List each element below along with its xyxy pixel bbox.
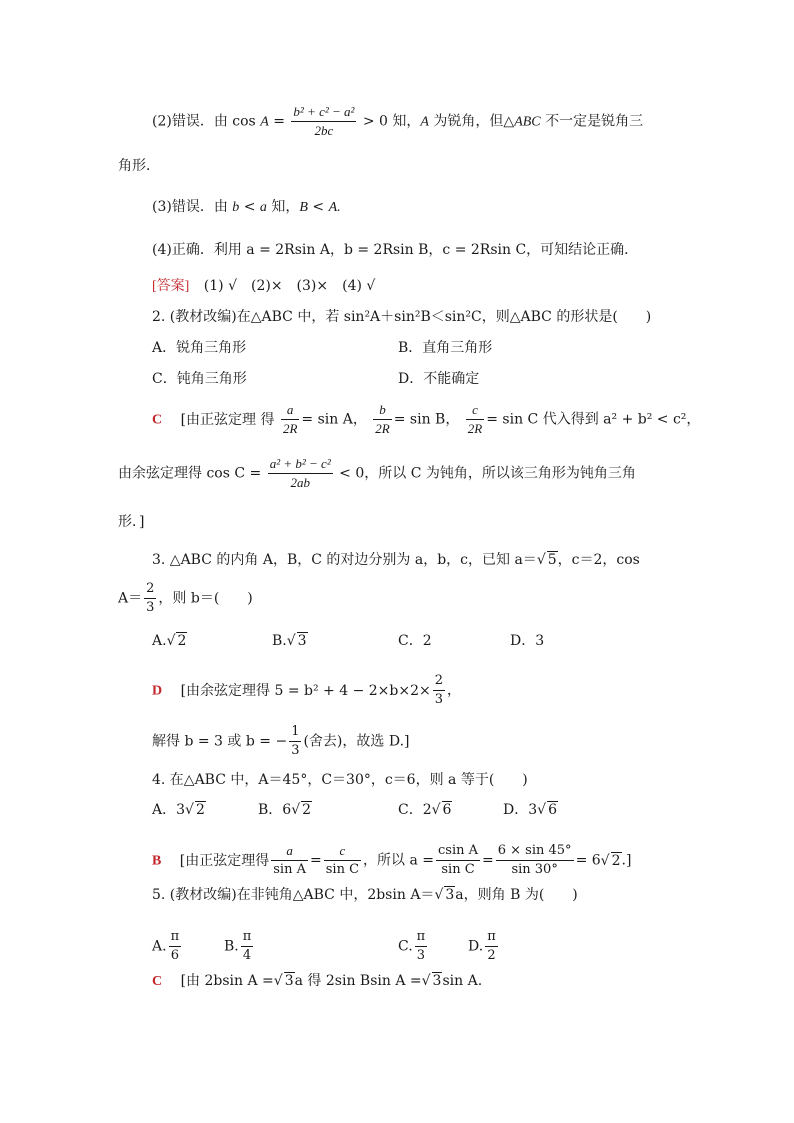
denominator: 2R bbox=[467, 421, 483, 436]
answer-tag: [答案] bbox=[152, 279, 190, 294]
q5-option-c bbox=[398, 928, 429, 965]
denominator: sin 30° bbox=[511, 862, 558, 877]
text: D．3 bbox=[503, 802, 538, 818]
denominator: 3 bbox=[291, 743, 300, 758]
q2-solution-line2 bbox=[118, 455, 636, 492]
text: a，则角 B 为( ) bbox=[455, 887, 578, 903]
text: [由正弦定理 得 bbox=[180, 411, 275, 428]
sqrt-symbol: √ bbox=[431, 802, 441, 818]
denominator: 3 bbox=[416, 948, 426, 963]
text: (2)错误．由 cos bbox=[152, 113, 256, 130]
denominator: 2 bbox=[487, 948, 496, 963]
text: > 0 知， bbox=[358, 113, 421, 130]
numerator: π bbox=[169, 928, 182, 947]
text: A＝ bbox=[118, 590, 143, 607]
text: < bbox=[239, 199, 260, 215]
q4-answer-letter: B bbox=[152, 853, 162, 869]
q2-option-b: B．直角三角形 bbox=[398, 340, 493, 356]
fraction bbox=[241, 928, 254, 965]
var: A bbox=[260, 114, 269, 130]
denominator: 2R bbox=[375, 421, 390, 436]
q3-stem bbox=[152, 550, 640, 570]
q3-solution-line1 bbox=[152, 672, 461, 709]
q3-solution-line2 bbox=[152, 723, 409, 760]
numerator: c bbox=[324, 842, 361, 861]
text: D. bbox=[468, 938, 484, 955]
denominator: 2bc bbox=[314, 123, 334, 138]
text: A．3 bbox=[152, 802, 186, 818]
q4-stem: 4. 在△ABC 中，A＝45°，C＝30°，c＝6，则 a 等于( ) bbox=[152, 772, 528, 788]
text: ，则 b＝( ) bbox=[158, 590, 253, 607]
q2-option-a: A．锐角三角形 bbox=[152, 340, 247, 356]
q2-stem: 2. (教材改编)在△ABC 中，若 sin²A＋sin²B＜sin²C，则△ABC 的形状是( ) bbox=[152, 309, 652, 325]
text: .] bbox=[621, 852, 632, 869]
text: ，所以 a = bbox=[363, 852, 434, 869]
answer-line-q1 bbox=[152, 276, 375, 297]
q4-solution bbox=[152, 842, 631, 879]
q3-answer-letter: D bbox=[152, 683, 163, 699]
text: A. bbox=[152, 938, 167, 955]
radicand: 6 bbox=[548, 802, 557, 818]
var: b bbox=[232, 200, 240, 215]
q4-option-d bbox=[503, 800, 558, 820]
text: ， bbox=[447, 682, 462, 699]
denominator: 2R bbox=[282, 421, 298, 436]
numerator: 1 bbox=[289, 723, 301, 742]
q3-option-d: D．3 bbox=[510, 633, 545, 649]
radicand: 5 bbox=[547, 552, 557, 568]
q5-answer-letter: C bbox=[152, 974, 163, 989]
line-q1-2 bbox=[152, 103, 643, 140]
sqrt-symbol: √ bbox=[536, 552, 546, 568]
answer-values: (1) √ (2)× (3)× (4) √ bbox=[203, 278, 376, 294]
sqrt-symbol: √ bbox=[185, 802, 194, 818]
text: 不一定是锐角三 bbox=[540, 113, 644, 130]
q3-option-a bbox=[152, 631, 187, 651]
text: = bbox=[268, 113, 290, 130]
numerator: 6 × sin 45° bbox=[496, 842, 574, 861]
numerator: π bbox=[485, 928, 498, 947]
q2-answer-letter: C bbox=[152, 412, 163, 428]
numerator: 2 bbox=[144, 580, 156, 599]
numerator: a bbox=[271, 842, 308, 861]
text: (3)错误．由 bbox=[152, 199, 233, 215]
numerator: π bbox=[415, 928, 428, 947]
radicand: 2 bbox=[195, 802, 205, 818]
text: 5. (教材改编)在非钝角△ABC 中，2bsin A＝ bbox=[152, 887, 435, 903]
text: 由余弦定理得 cos C = bbox=[118, 465, 262, 482]
text: [由 2bsin A = bbox=[180, 973, 274, 989]
line-q1-2-cont: 角形． bbox=[118, 158, 160, 174]
text: 知， bbox=[266, 199, 300, 215]
numerator: a² + b² − c² bbox=[268, 455, 333, 474]
text: B. bbox=[272, 633, 287, 649]
text: ，c＝2，cos bbox=[557, 552, 640, 568]
numerator: b² + c² − a² bbox=[291, 103, 356, 122]
numerator: π bbox=[241, 928, 254, 947]
var: A bbox=[420, 114, 429, 130]
q5-option-b bbox=[224, 928, 255, 965]
q4-option-a bbox=[152, 800, 206, 820]
fraction bbox=[169, 928, 182, 965]
fraction bbox=[281, 401, 299, 438]
radicand: 6 bbox=[442, 802, 452, 818]
sqrt-symbol: √ bbox=[273, 973, 283, 989]
q2-option-d: D．不能确定 bbox=[398, 371, 480, 387]
sqrt-symbol: √ bbox=[600, 852, 610, 869]
var: a bbox=[259, 200, 267, 215]
denominator: 2ab bbox=[290, 475, 310, 490]
q5-solution bbox=[152, 971, 482, 992]
text: = bbox=[482, 852, 494, 869]
fraction bbox=[496, 842, 574, 879]
fraction bbox=[415, 928, 428, 965]
q2-option-c: C．钝角三角形 bbox=[152, 371, 247, 387]
q3-option-b bbox=[272, 631, 308, 651]
numerator: c bbox=[466, 401, 484, 420]
denominator: sin C bbox=[325, 862, 360, 877]
text: = 6 bbox=[575, 852, 601, 869]
fraction bbox=[485, 928, 498, 965]
radicand: 2 bbox=[302, 802, 312, 818]
q2-solution-line1 bbox=[152, 401, 700, 438]
text: 解得 b = 3 或 b = − bbox=[152, 733, 288, 750]
fraction bbox=[373, 401, 391, 438]
text: 为锐角，但△ bbox=[428, 113, 515, 130]
q5-option-d bbox=[468, 928, 500, 965]
q4-option-c bbox=[398, 800, 452, 820]
text: = sin C 代入得到 a² + b² < c²， bbox=[486, 411, 701, 428]
radicand: 3 bbox=[445, 887, 455, 903]
var: B bbox=[299, 200, 308, 215]
fraction bbox=[436, 842, 480, 879]
q5-stem bbox=[152, 885, 578, 905]
denominator: 6 bbox=[170, 948, 179, 963]
text: (舍去)，故选 D.] bbox=[303, 733, 410, 750]
q3-stem-line2 bbox=[118, 580, 253, 617]
denominator: 3 bbox=[434, 692, 444, 707]
q4-option-b bbox=[258, 800, 312, 820]
text: B．6 bbox=[258, 802, 292, 818]
fraction bbox=[466, 401, 484, 438]
denominator: sin A bbox=[273, 862, 306, 877]
line-q1-3 bbox=[152, 197, 341, 218]
text: C．2 bbox=[398, 802, 432, 818]
denominator: sin C bbox=[441, 862, 475, 877]
radicand: 2 bbox=[611, 852, 621, 869]
text: 3. △ABC 的内角 A，B，C 的对边分别为 a，b，c，已知 a＝ bbox=[152, 552, 537, 568]
sqrt-symbol: √ bbox=[286, 633, 296, 649]
fraction bbox=[144, 580, 156, 617]
text: < 0，所以 C 为钝角，所以该三角形为钝角三角 bbox=[339, 465, 636, 482]
sqrt-symbol: √ bbox=[537, 802, 547, 818]
fraction bbox=[271, 842, 308, 879]
fraction bbox=[433, 672, 445, 709]
fraction bbox=[291, 103, 356, 140]
var: A. bbox=[328, 200, 341, 215]
denominator: 3 bbox=[146, 600, 155, 615]
text: [由余弦定理得 5 = b² + 4 − 2×b×2× bbox=[180, 682, 431, 699]
sqrt-symbol: √ bbox=[421, 973, 431, 989]
fraction bbox=[268, 455, 333, 492]
q3-option-c: C．2 bbox=[398, 633, 432, 649]
fraction bbox=[324, 842, 361, 879]
sqrt-symbol: √ bbox=[166, 633, 176, 649]
text: B. bbox=[224, 938, 239, 955]
var: ABC bbox=[514, 114, 541, 130]
numerator: csin A bbox=[436, 842, 480, 861]
radicand: 3 bbox=[432, 973, 442, 989]
radicand: 3 bbox=[297, 633, 307, 649]
text: C. bbox=[398, 938, 413, 955]
fraction bbox=[289, 723, 301, 760]
text: = sin A， bbox=[301, 411, 367, 428]
sqrt-symbol: √ bbox=[291, 802, 301, 818]
text: = bbox=[310, 852, 322, 869]
text: = sin B， bbox=[393, 411, 460, 428]
denominator: 4 bbox=[242, 948, 252, 963]
numerator: b bbox=[373, 401, 391, 420]
text: < bbox=[307, 199, 329, 215]
text: a 得 2sin Bsin A = bbox=[294, 973, 422, 989]
text: sin A. bbox=[442, 973, 483, 989]
text: A. bbox=[152, 633, 167, 649]
numerator: 2 bbox=[433, 672, 445, 691]
text: [由正弦定理得 bbox=[179, 852, 270, 869]
radicand: 2 bbox=[177, 633, 187, 649]
line-q1-4: (4)正确．利用 a = 2Rsin A，b = 2Rsin B，c = 2Rsin C，可知结论正确． bbox=[152, 242, 639, 258]
numerator: a bbox=[281, 401, 299, 420]
q2-solution-line3: 形．] bbox=[118, 514, 145, 530]
sqrt-symbol: √ bbox=[434, 887, 444, 903]
q5-option-a bbox=[152, 928, 183, 965]
radicand: 3 bbox=[284, 973, 294, 989]
